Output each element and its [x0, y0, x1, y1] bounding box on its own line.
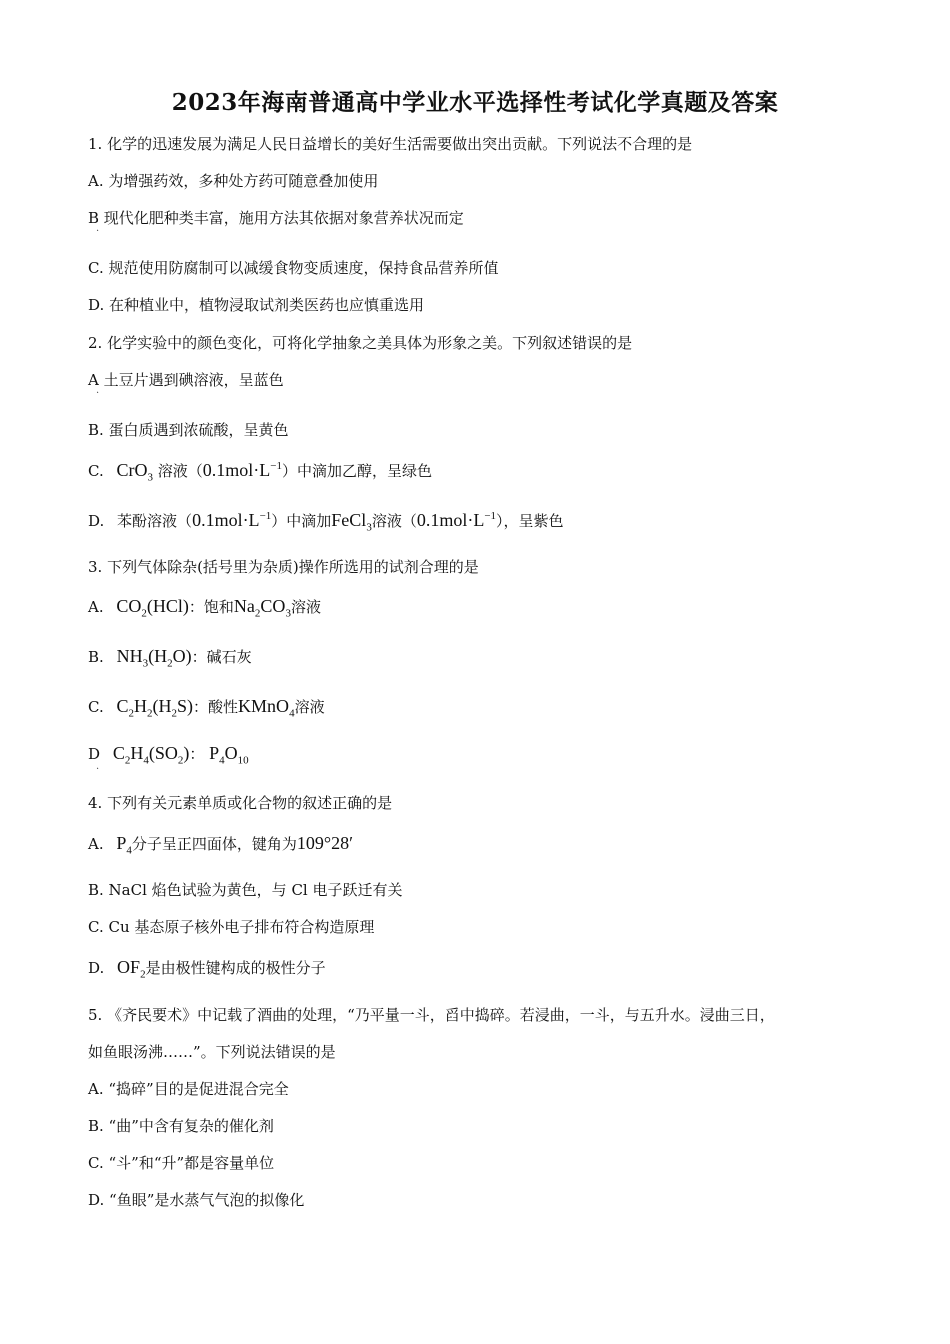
- formula-c2h4-so2: $C_2H_4(SO_2)$: [112, 743, 190, 767]
- option-label: C.: [88, 462, 104, 480]
- q4-option-b: B. NaCl 焰色试验为黄色，与 Cl 电子跃迁有关: [88, 881, 403, 899]
- q3-option-b: [88, 646, 252, 670]
- bond-angle: 109°28′: [296, 833, 354, 853]
- q1-option-b: B 现代化肥种类丰富，施用方法其依据对象营养状况而定: [88, 209, 464, 227]
- concentration: $0.1mol\cdot L^{-1}$: [202, 460, 283, 480]
- q5-option-a: A. “捣碎”目的是促进混合完全: [88, 1080, 289, 1098]
- formula-cro3: CrO$_3$: [116, 460, 153, 484]
- q3-c-text-2: 溶液: [294, 698, 325, 716]
- q4-option-a: [88, 833, 353, 857]
- q5-option-b: B. “曲”中含有复杂的催化剂: [88, 1117, 274, 1135]
- concentration: $0.1mol\cdot L^{-1}$: [192, 510, 272, 530]
- formula-c2h2-h2s: $C_2H_2(H_2S)$: [116, 696, 194, 720]
- formula-p4o10: $P_4O_{10}$: [209, 743, 249, 767]
- q2-d-text-4: ），呈紫色: [496, 512, 564, 530]
- concentration: $0.1mol\cdot L^{-1}$: [416, 510, 497, 530]
- option-label: A.: [88, 598, 104, 616]
- q3-option-c: [88, 696, 325, 720]
- q5-stem-line-1: 5. 《齐民要术》中记载了酒曲的处理，“乃平量一斗，舀中捣碎。若浸曲，一斗，与五升水。浸曲三日，: [88, 1006, 775, 1024]
- q2-stem: 2. 化学实验中的颜色变化，可将化学抽象之美具体为形象之美。下列叙述错误的是: [88, 334, 633, 352]
- formula-of2: $OF_2$: [117, 957, 146, 981]
- q2-option-d: [88, 510, 564, 534]
- q3-a-text-2: 溶液: [290, 598, 321, 616]
- option-label: D.: [88, 512, 105, 530]
- q3-stem: 3. 下列气体除杂(括号里为杂质)操作所选用的试剂合理的是: [88, 558, 479, 576]
- option-label: A.: [88, 835, 104, 853]
- q2-option-a: A 土豆片遇到碘溶液，呈蓝色: [88, 371, 284, 389]
- q3-c-text-1: ：酸性: [193, 698, 239, 716]
- q2-d-text-3: 溶液（: [371, 512, 417, 530]
- option-label: D.: [88, 959, 105, 977]
- option-label: D: [88, 745, 101, 763]
- q1-option-c: C. 规范使用防腐制可以减缓食物变质速度，保持食品营养所值: [88, 259, 499, 277]
- q3-option-d: [88, 743, 249, 767]
- formula-nh3-h2o: $NH_3(H_2O)$: [116, 646, 192, 670]
- q2-c-text-2: ）中滴加乙醇，呈绿色: [282, 462, 433, 480]
- formula-fecl3: FeCl$_3$: [331, 510, 372, 534]
- q5-option-c: C. “斗”和“升”都是容量单位: [88, 1154, 275, 1172]
- q4-option-d: [88, 957, 326, 981]
- option-label: B.: [88, 648, 104, 666]
- formula-na2co3: $Na_2CO_3$: [233, 596, 291, 620]
- q1-option-d: D. 在种植业中，植物浸取试剂类医药也应慎重选用: [88, 296, 425, 314]
- q2-option-c: [88, 460, 432, 484]
- page-title: 2023年海南普通高中学业水平选择性考试化学真题及答案: [171, 89, 779, 116]
- q4-a-text-1: 分子呈正四面体，键角为: [131, 835, 297, 853]
- scan-mark: ·: [96, 764, 100, 775]
- q1-option-a: A. 为增强药效，多种处方药可随意叠加使用: [88, 172, 379, 190]
- q5-option-d: D. “鱼眼”是水蒸气气泡的拟像化: [88, 1191, 305, 1209]
- q3-d-text-1: ：: [189, 745, 205, 763]
- formula-kmno4: KMnO$_4$: [238, 696, 295, 720]
- formula-co2-hcl: $CO_2(HCl)$: [116, 596, 189, 620]
- q1-stem: 1. 化学的迅速发展为满足人民日益增长的美好生活需要做出突出贡献。下列说法不合理的是: [88, 135, 693, 153]
- q2-d-text-1: 苯酚溶液（: [117, 512, 193, 530]
- scan-mark: ·: [96, 226, 100, 237]
- q4-stem: 4. 下列有关元素单质或化合物的叙述正确的是: [88, 794, 393, 812]
- formula-p4: $P_4$: [116, 833, 132, 857]
- q2-d-text-2: ）中滴加: [271, 512, 332, 530]
- q4-d-text-1: 是由极性键构成的极性分子: [145, 959, 326, 977]
- option-label: C.: [88, 698, 104, 716]
- q2-option-b: B. 蛋白质遇到浓硫酸，呈黄色: [88, 421, 289, 439]
- q3-b-text-1: ：碱石灰: [191, 648, 252, 666]
- scan-mark: ·: [96, 388, 100, 399]
- q4-option-c: C. Cu 基态原子核外电子排布符合构造原理: [88, 918, 375, 936]
- q3-a-text-1: ：饱和: [188, 598, 234, 616]
- q2-c-text-1: 溶液（: [157, 462, 203, 480]
- q5-stem-line-2: 如鱼眼汤沸……”。下列说法错误的是: [88, 1043, 336, 1061]
- q3-option-a: [88, 596, 321, 620]
